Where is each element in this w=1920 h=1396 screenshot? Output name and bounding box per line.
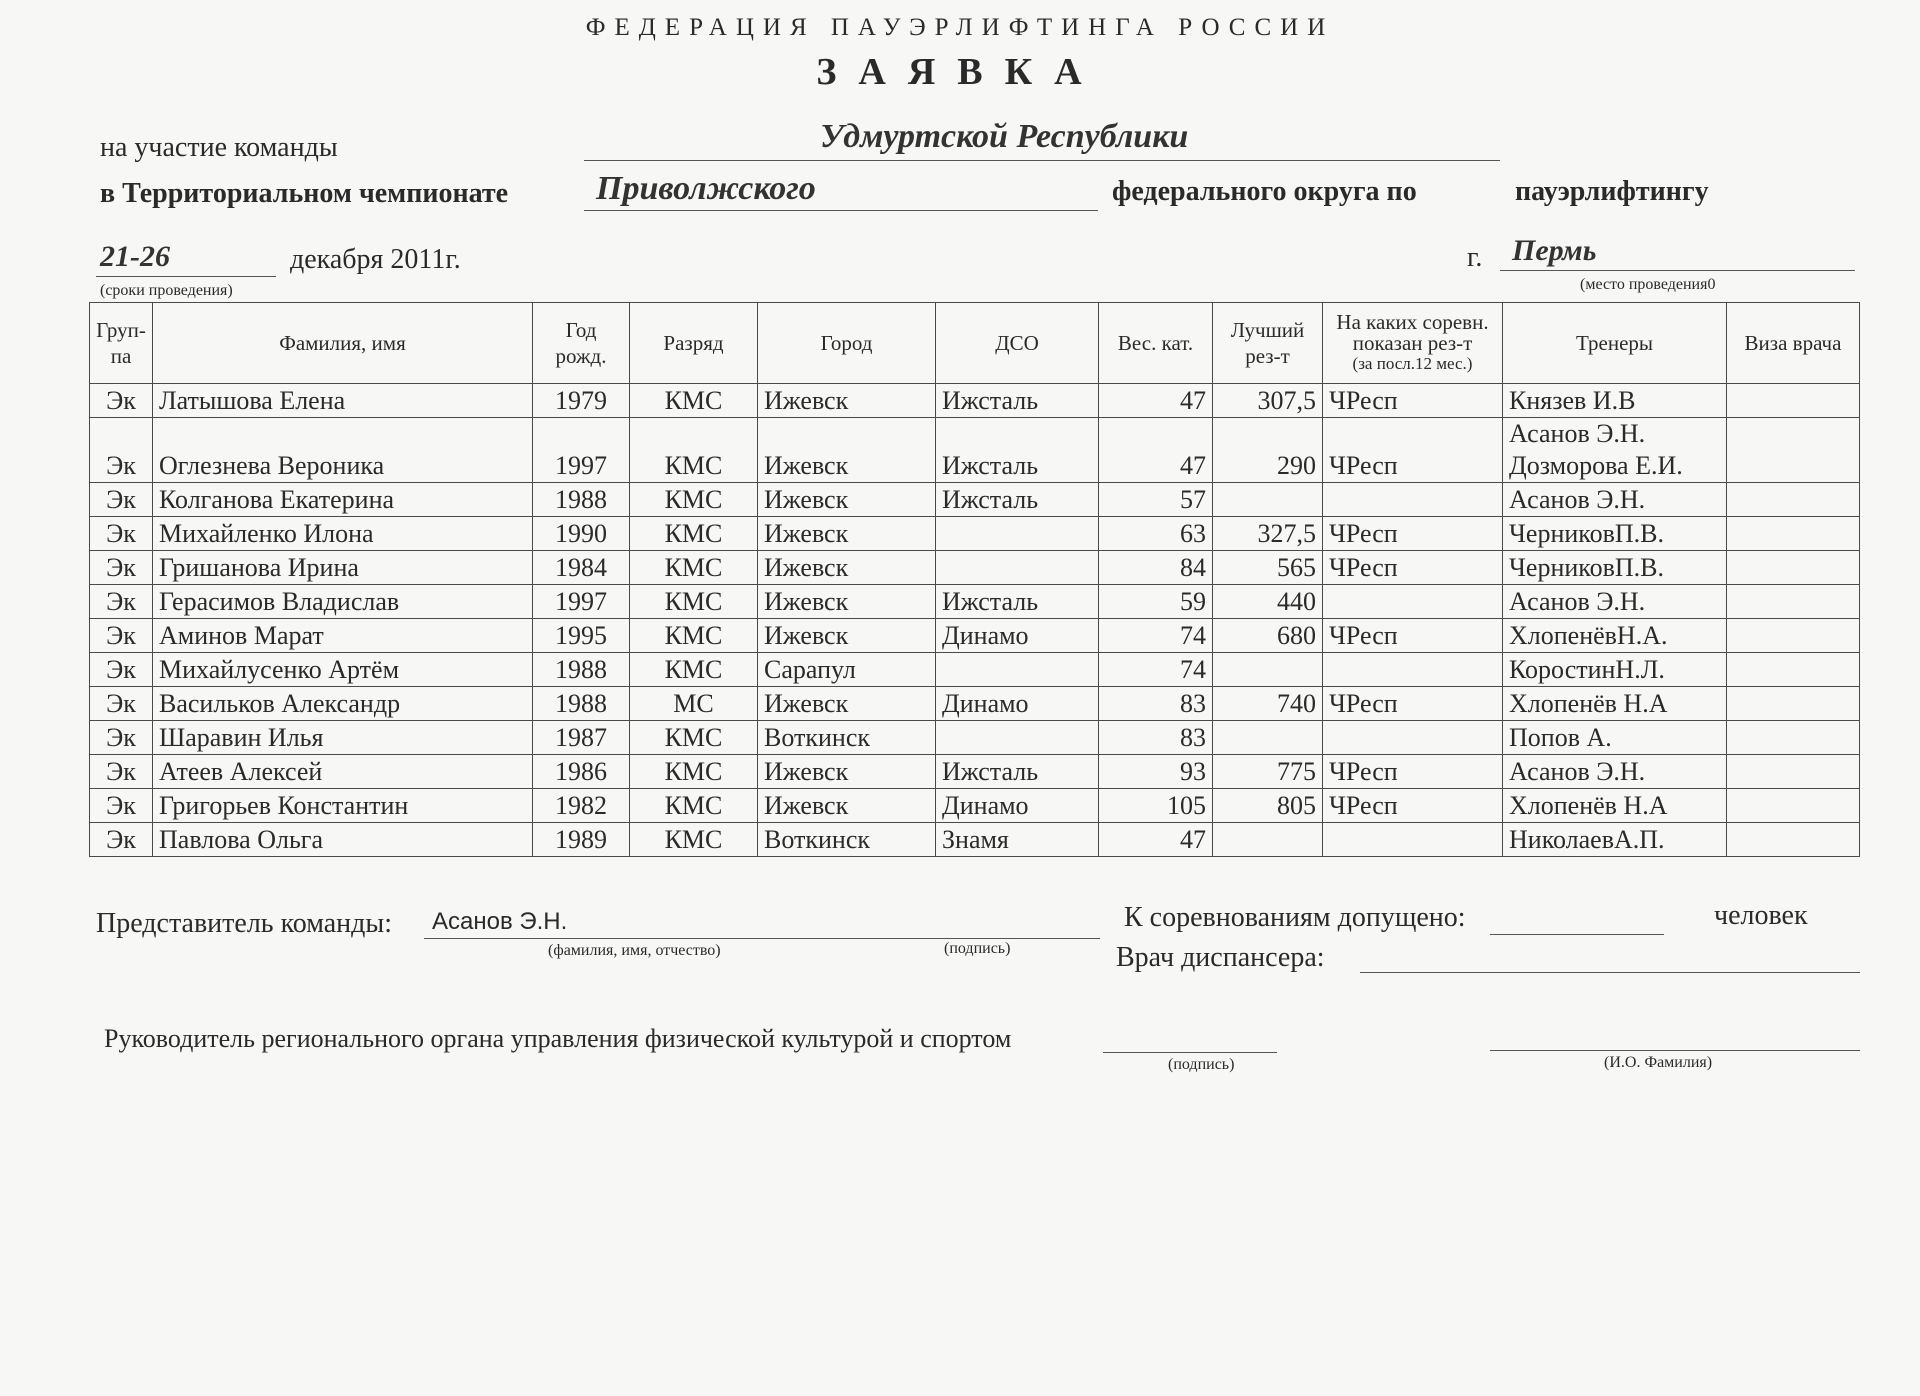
cell-where xyxy=(1323,721,1503,755)
cell-group: Эк xyxy=(90,823,153,857)
cell-group: Эк xyxy=(90,483,153,517)
cell-name: Аминов Марат xyxy=(153,619,533,653)
col-where-line1: На каких соревн. xyxy=(1336,310,1489,334)
cell-where: ЧРесп xyxy=(1323,517,1503,551)
coach-name: Асанов Э.Н. xyxy=(1509,485,1646,514)
cell-rank: КМС xyxy=(630,755,758,789)
cell-weight: 83 xyxy=(1099,721,1213,755)
cell-group: Эк xyxy=(90,551,153,585)
cell-where xyxy=(1323,483,1503,517)
cell-rank: КМС xyxy=(630,653,758,687)
cell-city: Воткинск xyxy=(758,721,936,755)
cell-dso: Динамо xyxy=(936,619,1099,653)
col-visa: Виза врача xyxy=(1727,303,1860,384)
cell-year: 1987 xyxy=(533,721,630,755)
dates-value: 21-26 xyxy=(100,240,170,273)
cell-coaches xyxy=(1503,687,1727,721)
admitted-suffix: человек xyxy=(1714,900,1808,931)
cell-coaches xyxy=(1503,789,1727,823)
cell-city: Ижевск xyxy=(758,585,936,619)
table-header xyxy=(90,303,1860,384)
cell-name: Шаравин Илья xyxy=(153,721,533,755)
cell-year: 1995 xyxy=(533,619,630,653)
regional-head-caption-sign: (подпись) xyxy=(1168,1056,1235,1073)
cell-rank: КМС xyxy=(630,789,758,823)
cell-rank: КМС xyxy=(630,585,758,619)
cell-best: 775 xyxy=(1213,755,1323,789)
city-value: Пермь xyxy=(1512,234,1597,267)
col-city: Город xyxy=(758,303,936,384)
cell-rank: КМС xyxy=(630,619,758,653)
cell-best: 290 xyxy=(1213,418,1323,483)
cell-weight: 47 xyxy=(1099,418,1213,483)
cell-weight: 84 xyxy=(1099,551,1213,585)
cell-coaches xyxy=(1503,384,1727,418)
cell-year: 1982 xyxy=(533,789,630,823)
table-row xyxy=(90,755,1860,789)
cell-weight: 47 xyxy=(1099,384,1213,418)
cell-rank: КМС xyxy=(630,384,758,418)
cell-visa xyxy=(1727,418,1860,483)
coach-name: НиколаевА.П. xyxy=(1509,825,1665,854)
form-title: ЗАЯВКА xyxy=(816,51,1104,93)
cell-best: 565 xyxy=(1213,551,1323,585)
cell-visa xyxy=(1727,483,1860,517)
coach-name: Князев И.В xyxy=(1509,386,1636,415)
cell-dso: Динамо xyxy=(936,687,1099,721)
coach-name-secondary: Дозморова Е.И. xyxy=(1509,451,1683,480)
sport-label: пауэрлифтингу xyxy=(1515,176,1709,207)
district-label: федерального округа по xyxy=(1112,176,1417,207)
cell-where: ЧРесп xyxy=(1323,789,1503,823)
table-row xyxy=(90,789,1860,823)
cell-name: Гришанова Ирина xyxy=(153,551,533,585)
cell-year: 1988 xyxy=(533,653,630,687)
cell-coaches xyxy=(1503,483,1727,517)
cell-city: Ижевск xyxy=(758,384,936,418)
cell-name: Михайленко Илона xyxy=(153,517,533,551)
cell-coaches xyxy=(1503,517,1727,551)
city-caption: (место проведения0 xyxy=(1580,276,1716,293)
cell-name: Павлова Ольга xyxy=(153,823,533,857)
col-where xyxy=(1323,303,1503,384)
coach-name: ХлопенёвН.А. xyxy=(1509,621,1668,650)
col-best: Лучший рез-т xyxy=(1213,303,1323,384)
cell-coaches xyxy=(1503,619,1727,653)
roster-table xyxy=(89,302,1860,857)
cell-best xyxy=(1213,483,1323,517)
coach-name: Хлопенёв Н.А xyxy=(1509,689,1668,718)
federation-heading: ФЕДЕРАЦИЯ ПАУЭРЛИФТИНГА РОССИИ xyxy=(585,14,1335,41)
cell-dso xyxy=(936,517,1099,551)
representative-label: Представитель команды: xyxy=(96,908,392,939)
cell-weight: 47 xyxy=(1099,823,1213,857)
cell-dso: Ижсталь xyxy=(936,585,1099,619)
cell-rank: КМС xyxy=(630,823,758,857)
coach-name: ЧерниковП.В. xyxy=(1509,519,1664,548)
city-prefix: г. xyxy=(1467,242,1483,273)
cell-where xyxy=(1323,653,1503,687)
coach-name: Асанов Э.Н. xyxy=(1509,587,1646,616)
cell-best: 805 xyxy=(1213,789,1323,823)
cell-dso: Знамя xyxy=(936,823,1099,857)
dates-caption: (сроки проведения) xyxy=(100,282,233,299)
dates-suffix: декабря 2011г. xyxy=(290,244,461,275)
cell-year: 1984 xyxy=(533,551,630,585)
regional-head-caption-name: (И.О. Фамилия) xyxy=(1604,1054,1713,1071)
cell-coaches xyxy=(1503,653,1727,687)
coach-name: Асанов Э.Н. xyxy=(1509,419,1646,448)
cell-group: Эк xyxy=(90,517,153,551)
table-row xyxy=(90,619,1860,653)
cell-group: Эк xyxy=(90,384,153,418)
championship-value: Приволжского xyxy=(596,170,816,207)
cell-year: 1986 xyxy=(533,755,630,789)
cell-dso xyxy=(936,551,1099,585)
cell-year: 1989 xyxy=(533,823,630,857)
col-weight: Вес. кат. xyxy=(1099,303,1213,384)
table-row xyxy=(90,585,1860,619)
col-dso: ДСО xyxy=(936,303,1099,384)
cell-weight: 59 xyxy=(1099,585,1213,619)
cell-group: Эк xyxy=(90,789,153,823)
coach-name: Попов А. xyxy=(1509,723,1612,752)
cell-weight: 63 xyxy=(1099,517,1213,551)
cell-city: Ижевск xyxy=(758,483,936,517)
cell-group: Эк xyxy=(90,585,153,619)
cell-coaches xyxy=(1503,823,1727,857)
cell-group: Эк xyxy=(90,653,153,687)
cell-group: Эк xyxy=(90,418,153,483)
cell-weight: 105 xyxy=(1099,789,1213,823)
cell-city: Ижевск xyxy=(758,517,936,551)
admitted-label: К соревнованиям допущено: xyxy=(1124,902,1466,933)
cell-name: Колганова Екатерина xyxy=(153,483,533,517)
cell-rank: КМС xyxy=(630,551,758,585)
cell-city: Ижевск xyxy=(758,789,936,823)
cell-where: ЧРесп xyxy=(1323,619,1503,653)
cell-group: Эк xyxy=(90,721,153,755)
table-row xyxy=(90,418,1860,483)
representative-value: Асанов Э.Н. xyxy=(432,908,568,935)
table-row xyxy=(90,551,1860,585)
cell-weight: 93 xyxy=(1099,755,1213,789)
cell-where: ЧРесп xyxy=(1323,687,1503,721)
cell-best xyxy=(1213,721,1323,755)
cell-where xyxy=(1323,585,1503,619)
cell-city: Ижевск xyxy=(758,755,936,789)
cell-where: ЧРесп xyxy=(1323,755,1503,789)
doctor-label: Врач диспансера: xyxy=(1116,942,1325,973)
table-row xyxy=(90,823,1860,857)
table-row xyxy=(90,721,1860,755)
cell-rank: КМС xyxy=(630,418,758,483)
cell-best xyxy=(1213,823,1323,857)
cell-coaches xyxy=(1503,585,1727,619)
cell-weight: 83 xyxy=(1099,687,1213,721)
col-where-line2: показан рез-т xyxy=(1352,331,1473,355)
table-row xyxy=(90,517,1860,551)
cell-dso: Ижсталь xyxy=(936,483,1099,517)
cell-where xyxy=(1323,823,1503,857)
cell-name: Оглезнева Вероника xyxy=(153,418,533,483)
cell-coaches xyxy=(1503,551,1727,585)
cell-city: Ижевск xyxy=(758,551,936,585)
col-where-line3: (за посл.12 мес.) xyxy=(1352,354,1473,373)
cell-rank: КМС xyxy=(630,517,758,551)
coach-name: Асанов Э.Н. xyxy=(1509,757,1646,786)
cell-year: 1997 xyxy=(533,418,630,483)
admitted-underline xyxy=(1490,898,1664,935)
regional-head-name-underline xyxy=(1490,1014,1860,1051)
cell-visa xyxy=(1727,619,1860,653)
cell-best: 327,5 xyxy=(1213,517,1323,551)
cell-best xyxy=(1213,653,1323,687)
cell-dso xyxy=(936,721,1099,755)
cell-year: 1990 xyxy=(533,517,630,551)
cell-visa xyxy=(1727,517,1860,551)
coach-name: КоростинН.Л. xyxy=(1509,655,1665,684)
cell-dso xyxy=(936,653,1099,687)
cell-name: Герасимов Владислав xyxy=(153,585,533,619)
cell-visa xyxy=(1727,384,1860,418)
cell-city: Ижевск xyxy=(758,418,936,483)
table-body xyxy=(90,384,1860,857)
cell-year: 1979 xyxy=(533,384,630,418)
cell-visa xyxy=(1727,653,1860,687)
cell-name: Григорьев Константин xyxy=(153,789,533,823)
coach-name: Хлопенёв Н.А xyxy=(1509,791,1668,820)
cell-name: Латышова Елена xyxy=(153,384,533,418)
cell-visa xyxy=(1727,687,1860,721)
doctor-underline xyxy=(1360,936,1860,973)
cell-year: 1988 xyxy=(533,687,630,721)
cell-where: ЧРесп xyxy=(1323,551,1503,585)
cell-weight: 57 xyxy=(1099,483,1213,517)
col-coaches: Тренеры xyxy=(1503,303,1727,384)
cell-visa xyxy=(1727,755,1860,789)
cell-group: Эк xyxy=(90,687,153,721)
representative-caption-sign: (подпись) xyxy=(944,940,1011,957)
cell-dso: Динамо xyxy=(936,789,1099,823)
cell-city: Воткинск xyxy=(758,823,936,857)
regional-head-sign-underline xyxy=(1103,1016,1277,1053)
cell-coaches xyxy=(1503,755,1727,789)
cell-group: Эк xyxy=(90,619,153,653)
table-row xyxy=(90,384,1860,418)
representative-caption-name: (фамилия, имя, отчество) xyxy=(548,942,721,959)
cell-name: Михайлусенко Артём xyxy=(153,653,533,687)
cell-year: 1988 xyxy=(533,483,630,517)
cell-weight: 74 xyxy=(1099,619,1213,653)
cell-best: 440 xyxy=(1213,585,1323,619)
cell-name: Васильков Александр xyxy=(153,687,533,721)
cell-city: Сарапул xyxy=(758,653,936,687)
cell-visa xyxy=(1727,551,1860,585)
cell-rank: КМС xyxy=(630,483,758,517)
cell-coaches xyxy=(1503,418,1727,483)
col-rank: Разряд xyxy=(630,303,758,384)
cell-where: ЧРесп xyxy=(1323,418,1503,483)
cell-city: Ижевск xyxy=(758,687,936,721)
cell-city: Ижевск xyxy=(758,619,936,653)
cell-weight: 74 xyxy=(1099,653,1213,687)
cell-rank: МС xyxy=(630,687,758,721)
team-label: на участие команды xyxy=(100,132,338,163)
col-year: Год рожд. xyxy=(533,303,630,384)
cell-visa xyxy=(1727,789,1860,823)
table-row xyxy=(90,653,1860,687)
col-name: Фамилия, имя xyxy=(153,303,533,384)
table-row xyxy=(90,687,1860,721)
cell-visa xyxy=(1727,823,1860,857)
cell-where: ЧРесп xyxy=(1323,384,1503,418)
cell-coaches xyxy=(1503,721,1727,755)
cell-dso: Ижсталь xyxy=(936,418,1099,483)
cell-dso: Ижсталь xyxy=(936,755,1099,789)
regional-head-label: Руководитель регионального органа управления физической культурой и спортом xyxy=(104,1024,1012,1053)
cell-dso: Ижсталь xyxy=(936,384,1099,418)
cell-visa xyxy=(1727,721,1860,755)
cell-visa xyxy=(1727,585,1860,619)
cell-best: 307,5 xyxy=(1213,384,1323,418)
table-row xyxy=(90,483,1860,517)
cell-year: 1997 xyxy=(533,585,630,619)
cell-best: 740 xyxy=(1213,687,1323,721)
cell-name: Атеев Алексей xyxy=(153,755,533,789)
championship-label: в Территориальном чемпионате xyxy=(100,178,509,209)
coach-name: ЧерниковП.В. xyxy=(1509,553,1664,582)
team-value: Удмуртской Республики xyxy=(820,118,1189,155)
col-group: Груп-па xyxy=(90,303,153,384)
cell-best: 680 xyxy=(1213,619,1323,653)
cell-group: Эк xyxy=(90,755,153,789)
cell-rank: КМС xyxy=(630,721,758,755)
